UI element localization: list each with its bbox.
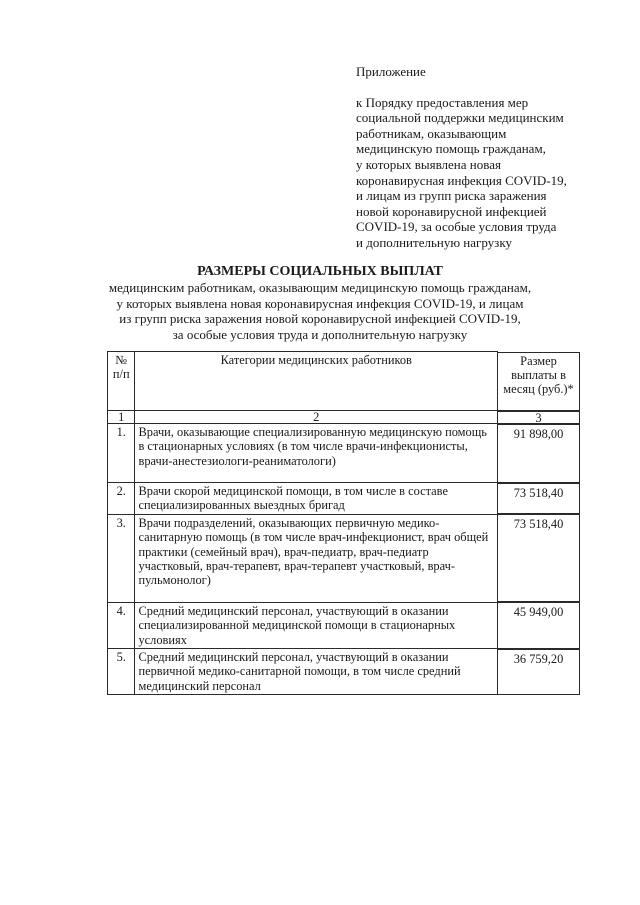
- row-category: Врачи, оказывающие специализированную медицинскую помощь в стационарных условиях (в том числе врачи-инфекционисты, врачи-анестезиологи-реаниматологи): [135, 424, 498, 483]
- document-title: РАЗМЕРЫ СОЦИАЛЬНЫХ ВЫПЛАТ: [197, 264, 443, 279]
- appendix-line: коронавирусная инфекция COVID-19,: [356, 172, 567, 188]
- index-cell: 2: [135, 411, 498, 424]
- subtitle-line: медицинским работникам, оказывающим медицинскую помощь гражданам,: [108, 280, 532, 295]
- appendix-line: COVID-19, за особые условия труда: [356, 219, 557, 235]
- document-subtitle: [0, 280, 640, 342]
- appendix-block: [356, 64, 626, 251]
- table-row: [108, 424, 498, 483]
- row-num: 4.: [108, 602, 135, 648]
- appendix-line: и лицам из групп риска заражения: [356, 188, 547, 204]
- row-num: 2.: [108, 483, 135, 515]
- index-cell: 1: [108, 411, 135, 424]
- appendix-line: у которых выявлена новая: [356, 156, 501, 172]
- row-category: Средний медицинский персонал, участвующий в оказании первичной медико-санитарной помощи, в том числе средний медицинский персонал: [135, 649, 498, 695]
- row-category: Средний медицинский персонал, участвующий в оказании специализированной медицинской помощи в стационарных условиях: [135, 602, 498, 648]
- table-row: [108, 483, 498, 515]
- appendix-line: работникам, оказывающим: [356, 125, 507, 141]
- row-category: Врачи скорой медицинской помощи, в том числе в составе специализированных выездных бригад: [135, 483, 498, 515]
- appendix-line: новой коронавирусной инфекцией: [356, 203, 547, 219]
- appendix-line: социальной поддержки медицинским: [356, 110, 564, 126]
- row-amount: 36 759,20: [498, 649, 580, 695]
- row-amount: 91 898,00: [498, 424, 580, 483]
- row-amount: 73 518,40: [498, 514, 580, 602]
- row-num: 5.: [108, 649, 135, 695]
- header-num: № п/п: [108, 352, 135, 411]
- header-category: Категории медицинских работников: [135, 352, 498, 411]
- row-amount: 45 949,00: [498, 602, 580, 648]
- payments-table: [107, 351, 498, 695]
- appendix-heading: Приложение: [356, 64, 426, 79]
- row-num: 3.: [108, 514, 135, 602]
- table-header-row: [108, 352, 498, 411]
- table-index-row: [108, 411, 498, 424]
- index-cell: 3: [498, 411, 580, 424]
- table-row: [108, 514, 498, 602]
- appendix-line: медицинскую помощь гражданам,: [356, 141, 546, 157]
- table-row: [108, 649, 498, 695]
- row-category: Врачи подразделений, оказывающих первичную медико-санитарную помощь (в том числе врач-инфекционист, врач общей практики (семейный врач), врач-педиатр, врач-педиатр участковый, врач-терапевт, врач-терапевт участковый, врач-пульмонолог): [135, 514, 498, 602]
- appendix-line: и дополнительную нагрузку: [356, 234, 512, 250]
- subtitle-line: за особые условия труда и дополнительную нагрузку: [172, 326, 468, 342]
- appendix-line: к Порядку предоставления мер: [356, 94, 529, 110]
- row-num: 1.: [108, 424, 135, 483]
- subtitle-line: из групп риска заражения новой коронавирусной инфекцией COVID-19,: [119, 311, 521, 326]
- header-amount: Размер выплаты в месяц (руб.)*: [498, 352, 580, 411]
- table-row: [108, 602, 498, 648]
- subtitle-line: у которых выявлена новая коронавирусная инфекция COVID-19, и лицам: [116, 295, 524, 311]
- row-amount: 73 518,40: [498, 483, 580, 515]
